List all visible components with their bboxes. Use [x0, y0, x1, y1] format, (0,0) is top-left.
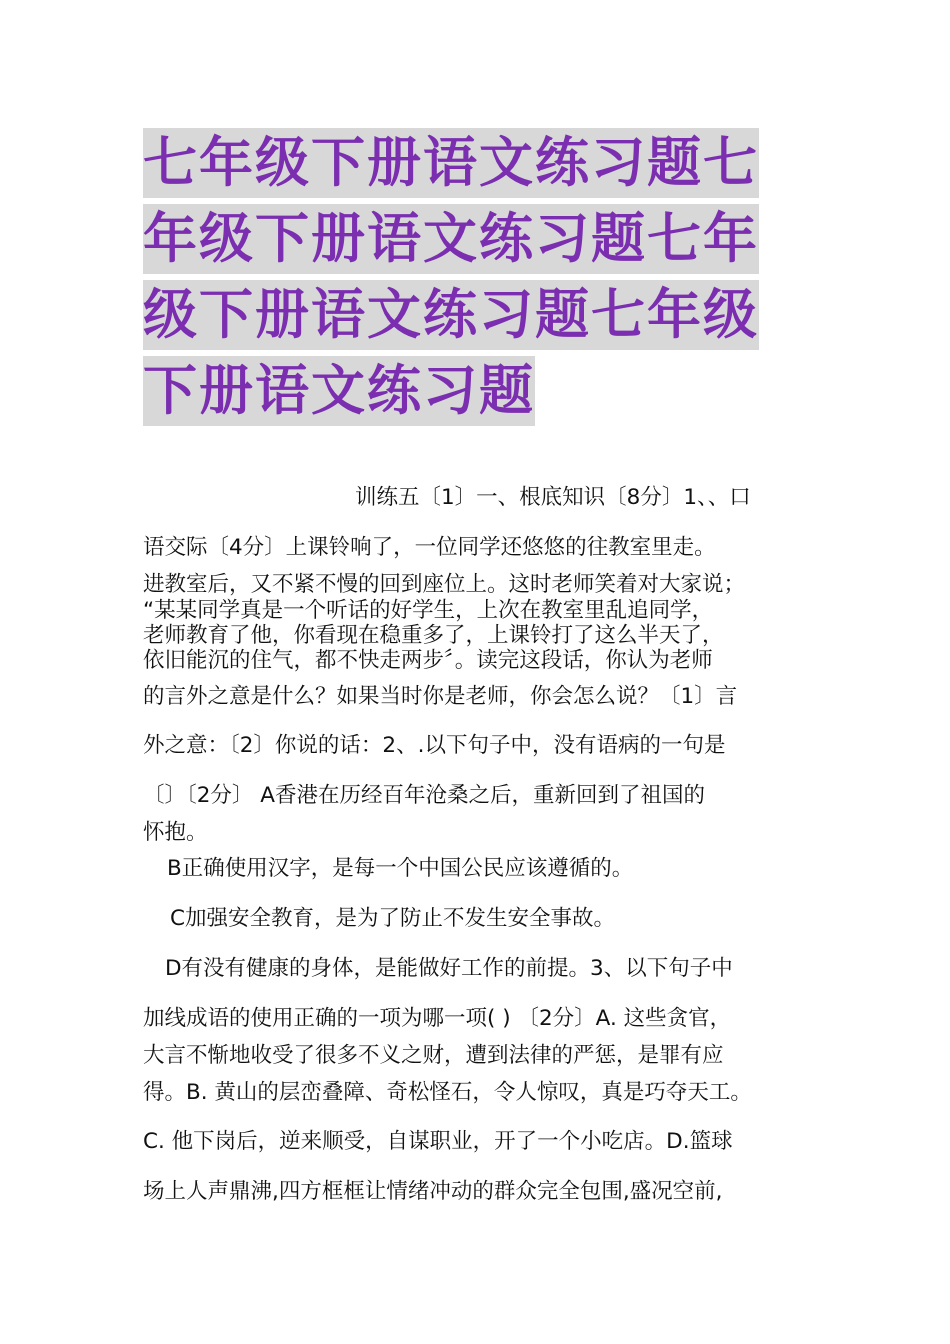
title-line [143, 356, 813, 426]
title-line-text: 级下册语文练习题七年级 [143, 280, 759, 350]
body-line: “某某同学真是一个听话的好学生，上次在教室里乱追同学， [143, 598, 714, 623]
body-line: 外之意：〔2〕你说的话：2、.以下句子中，没有语病的一句是 [143, 733, 726, 758]
title-line [143, 128, 813, 198]
body-line: 训练五〔1〕一、根底知识〔8分〕1、、口 [355, 485, 751, 510]
body-line: D有没有健康的身体，是能做好工作的前提。3、以下句子中 [165, 956, 733, 981]
title-line-text: 年级下册语文练习题七年 [143, 204, 759, 274]
body-line: 语交际〔4分〕上课铃响了，一位同学还悠悠的往教室里走。 [143, 535, 716, 560]
body-line: 〔〕〔2分〕 A香港在历经百年沧桑之后，重新回到了祖国的 [143, 783, 705, 808]
title-line-text: 七年级下册语文练习题七 [143, 128, 759, 198]
body-line: 的言外之意是什么？如果当时你是老师，你会怎么说？〔1〕言 [143, 684, 738, 709]
body-line: 老师教育了他，你看现在稳重多了，上课铃打了这么半天了， [143, 623, 724, 648]
body-line: 得。B. 黄山的层峦叠障、奇松怪石，令人惊叹，真是巧夺天工。 [143, 1080, 752, 1105]
title-line-text: 下册语文练习题 [143, 356, 535, 426]
body-line: 怀抱。 [143, 820, 208, 845]
body-line: C加强安全教育，是为了防止不发生安全事故。 [170, 906, 616, 931]
body-line: C. 他下岗后，逆来顺受，自谋职业，开了一个小吃店。D.篮球 [143, 1129, 733, 1154]
body-line: 场上人声鼎沸,四方框框让情绪冲动的群众完全包围,盛况空前, [143, 1179, 723, 1204]
body-line: 加线成语的使用正确的一项为哪一项( ) 〔2分〕A. 这些贪官， [143, 1006, 732, 1031]
title-line [143, 204, 813, 274]
body-line: 依旧能沉的住气，都不快走两步〞。读完这段话，你认为老师 [143, 648, 713, 673]
document-title [143, 128, 813, 432]
body-line: 大言不惭地收受了很多不义之财，遭到法律的严惩，是罪有应 [143, 1043, 724, 1068]
body-line: B正确使用汉字，是每一个中国公民应该遵循的。 [167, 856, 634, 881]
title-line [143, 280, 813, 350]
body-line: 进教室后，又不紧不慢的回到座位上。这时老师笑着对大家说； [143, 572, 746, 597]
